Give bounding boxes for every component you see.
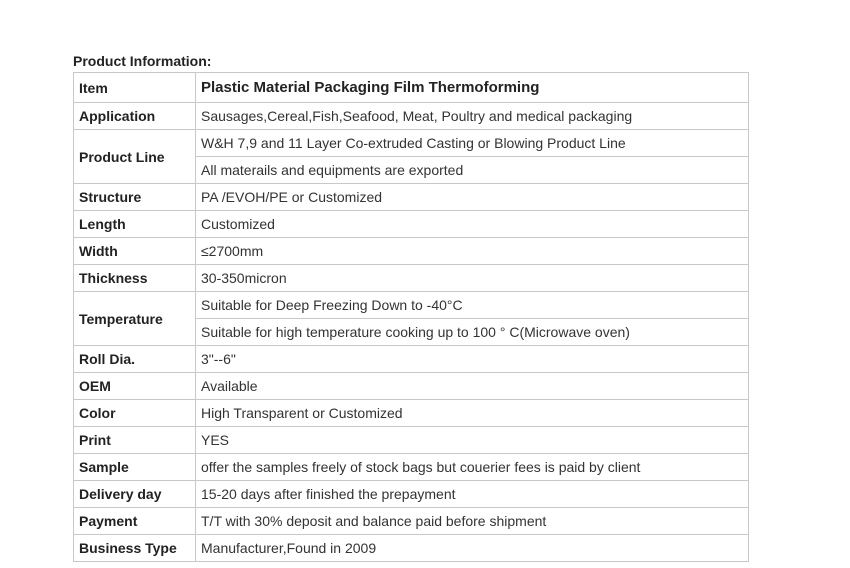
table-row (74, 292, 749, 319)
table-row (74, 346, 749, 373)
row-label: Roll Dia. (74, 346, 196, 373)
row-label: Application (74, 103, 196, 130)
row-value: YES (196, 427, 749, 454)
row-value: PA /EVOH/PE or Customized (196, 184, 749, 211)
row-value: 3"--6" (196, 346, 749, 373)
row-label: Item (74, 73, 196, 103)
table-row (74, 400, 749, 427)
row-label: Length (74, 211, 196, 238)
table-row (74, 535, 749, 562)
row-value: All materails and equipments are exported (196, 157, 749, 184)
table-row (74, 508, 749, 535)
row-value: Manufacturer,Found in 2009 (196, 535, 749, 562)
row-label: Print (74, 427, 196, 454)
row-value: Available (196, 373, 749, 400)
product-info-table (73, 72, 749, 562)
table-row (74, 103, 749, 130)
row-value: ≤2700mm (196, 238, 749, 265)
table-row (74, 373, 749, 400)
row-label: OEM (74, 373, 196, 400)
table-row (74, 130, 749, 157)
table-row (74, 211, 749, 238)
row-value: offer the samples freely of stock bags but couerier fees is paid by client (196, 454, 749, 481)
section-heading: Product Information: (73, 53, 212, 69)
row-label: Product Line (74, 130, 196, 184)
row-label: Color (74, 400, 196, 427)
row-value: High Transparent or Customized (196, 400, 749, 427)
table-row (74, 427, 749, 454)
row-value: Customized (196, 211, 749, 238)
row-label: Temperature (74, 292, 196, 346)
row-label: Sample (74, 454, 196, 481)
row-label: Width (74, 238, 196, 265)
product-info-table-body (74, 73, 749, 562)
row-label: Structure (74, 184, 196, 211)
row-value: T/T with 30% deposit and balance paid before shipment (196, 508, 749, 535)
row-value: Suitable for Deep Freezing Down to -40°C (196, 292, 749, 319)
row-label: Thickness (74, 265, 196, 292)
row-label: Delivery day (74, 481, 196, 508)
row-value: Suitable for high temperature cooking up to 100 ° C(Microwave oven) (196, 319, 749, 346)
row-value: W&H 7,9 and 11 Layer Co-extruded Casting or Blowing Product Line (196, 130, 749, 157)
table-row (74, 265, 749, 292)
row-value: 15-20 days after finished the prepayment (196, 481, 749, 508)
table-row (74, 481, 749, 508)
row-value: Plastic Material Packaging Film Thermoforming (196, 73, 749, 103)
table-row (74, 454, 749, 481)
table-row (74, 73, 749, 103)
table-row (74, 238, 749, 265)
table-row (74, 184, 749, 211)
row-value: Sausages,Cereal,Fish,Seafood, Meat, Poultry and medical packaging (196, 103, 749, 130)
row-label: Payment (74, 508, 196, 535)
row-value: 30-350micron (196, 265, 749, 292)
row-label: Business Type (74, 535, 196, 562)
